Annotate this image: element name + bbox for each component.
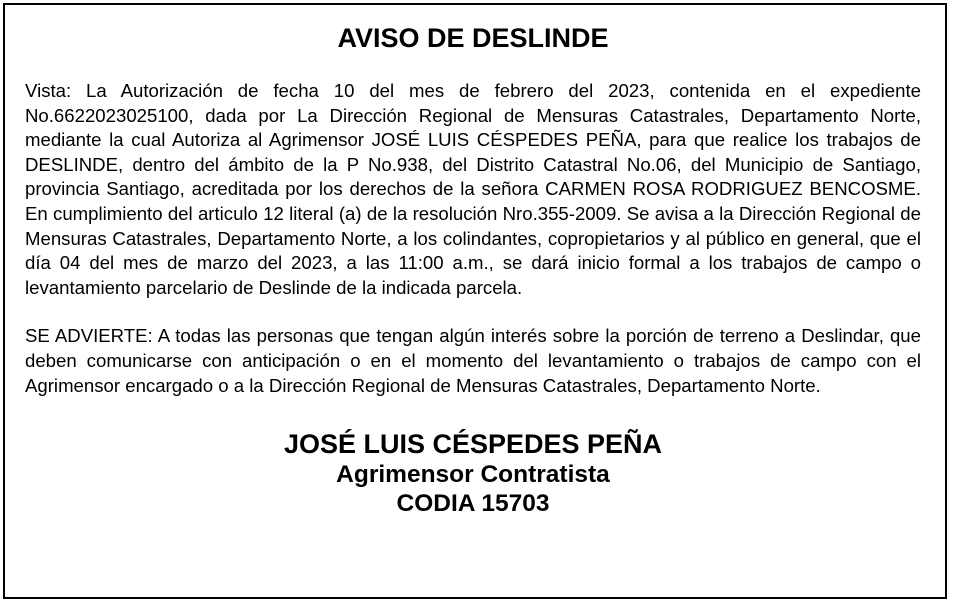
- signature-name: JOSÉ LUIS CÉSPEDES PEÑA: [283, 429, 663, 460]
- signature-role: Agrimensor Contratista: [336, 461, 610, 489]
- signature-block: [25, 429, 921, 518]
- notice-box: [3, 3, 947, 599]
- notice-title: AVISO DE DESLINDE: [337, 23, 609, 53]
- notice-paragraph-warning: SE ADVIERTE: A todas las personas que tengan algún interés sobre la porción de terreno a Deslindar, que deben comunicarse con anticipación o en el momento del levantamiento o trabajos de campo con el Agrimensor encargado o a la Dirección Regional de Mensuras Catastrales, Departamento Norte.: [25, 325, 921, 396]
- signature-codia: CODIA 15703: [396, 490, 550, 518]
- notice-paragraph-authorization: Vista: La Autorización de fecha 10 del mes de febrero del 2023, contenida en el expediente No.6622023025100, dada por La Dirección Regional de Mensuras Catastrales, Departamento Norte, mediante la cual Autoriza al Agrimensor JOSÉ LUIS CÉSPEDES PEÑA, para que realice los trabajos de DESLINDE, dentro del ámbito de la P No.938, del Distrito Catastral No.06, del Municipio de Santiago, provincia Santiago, acreditada por los derechos de la señora CARMEN ROSA RODRIGUEZ BENCOSME. En cumplimiento del articulo 12 literal (a) de la resolución Nro.355-2009. Se avisa a la Dirección Regional de Mensuras Catastrales, Departamento Norte, a los colindantes, copropietarios y al público en general, que el día 04 del mes de marzo del 2023, a las 11:00 a.m., se dará inicio formal a los trabajos de campo o levantamiento parcelario de Deslinde de la indicada parcela.: [25, 80, 921, 298]
